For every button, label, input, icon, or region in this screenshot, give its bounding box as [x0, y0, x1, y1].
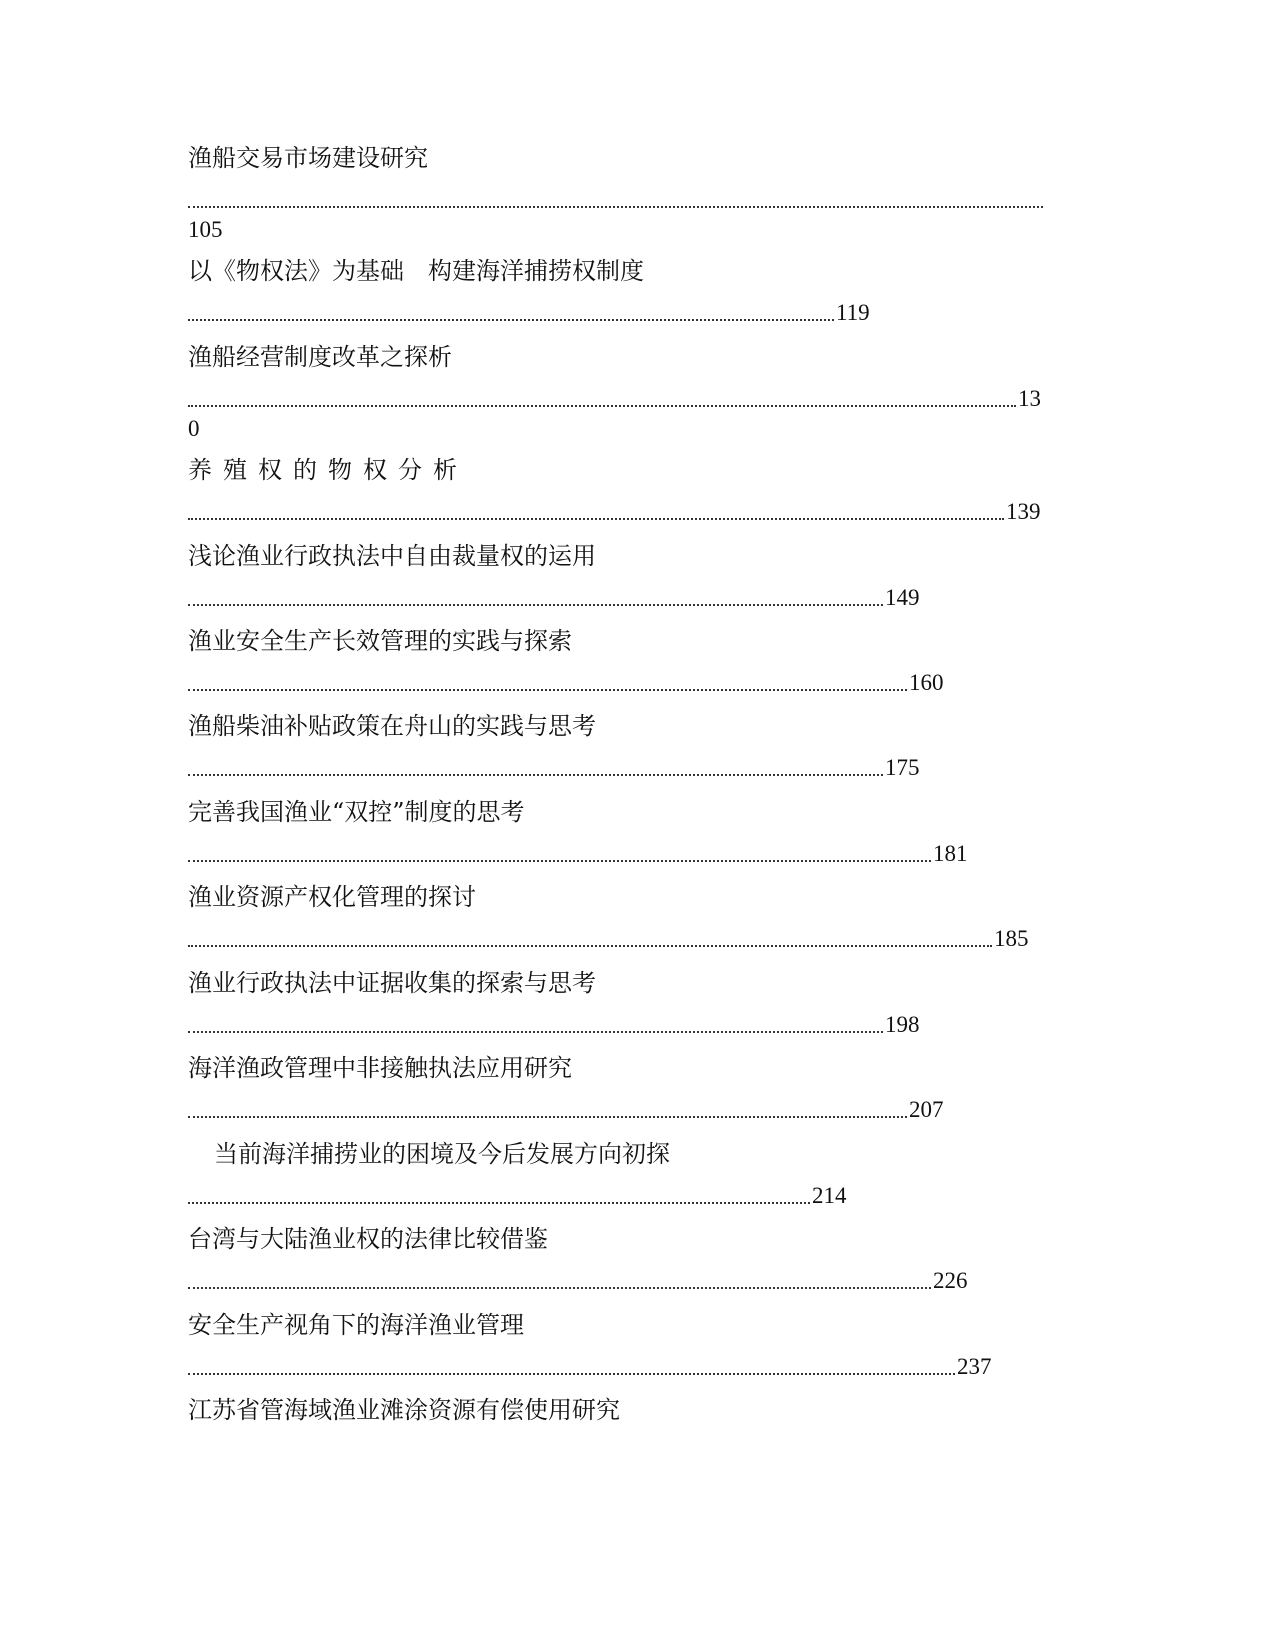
leader-dots [188, 842, 931, 862]
dot-leader [188, 841, 968, 867]
dot-leader [188, 585, 920, 611]
leader-dots [188, 586, 883, 606]
toc-entry-page: 181 [933, 841, 968, 866]
toc-entry-page: 139 [1006, 499, 1041, 524]
dot-leader [188, 499, 1041, 525]
dot-leader [188, 926, 1029, 952]
dot-leader [188, 1012, 920, 1038]
toc-entry-page: 119 [836, 300, 870, 325]
toc-entry-page: 207 [909, 1097, 944, 1122]
dot-leader [188, 187, 1043, 213]
leader-dots [188, 301, 834, 321]
toc-entry-page: 226 [933, 1268, 968, 1293]
dot-leader [188, 300, 870, 326]
toc-entry-page: 198 [885, 1012, 920, 1037]
toc-entry-title: 渔业行政执法中证据收集的探索与思考 [188, 969, 596, 997]
dot-leader [188, 1183, 847, 1209]
leader-dots [188, 188, 1043, 208]
toc-entry-title: 养殖权的物权分析 [188, 456, 468, 484]
toc-entry-title: 完善我国渔业“双控”制度的思考 [188, 798, 525, 826]
leader-dots [188, 1184, 810, 1204]
toc-entry-title: 安全生产视角下的海洋渔业管理 [188, 1311, 524, 1339]
dot-leader [188, 755, 920, 781]
toc-entry-title: 渔业资源产权化管理的探讨 [188, 883, 476, 911]
dot-leader [188, 670, 944, 696]
toc-entry-title: 江苏省管海域渔业滩涂资源有偿使用研究 [188, 1396, 620, 1424]
toc-entry-page: 237 [957, 1354, 992, 1379]
toc-entry-title: 以《物权法》为基础 构建海洋捕捞权制度 [188, 257, 644, 285]
toc-entry-title: 渔船柴油补贴政策在舟山的实践与思考 [188, 712, 596, 740]
toc-entry-page: 185 [994, 926, 1029, 951]
leader-dots [188, 1013, 883, 1033]
toc-entry-title: 当前海洋捕捞业的困境及今后发展方向初探 [214, 1140, 670, 1168]
leader-dots [188, 671, 907, 691]
leader-dots [188, 387, 1016, 407]
dot-leader [188, 1354, 992, 1380]
dot-leader [188, 386, 1041, 412]
leader-dots [188, 1269, 931, 1289]
leader-dots [188, 756, 883, 776]
toc-entry-title: 渔业安全生产长效管理的实践与探索 [188, 627, 572, 655]
toc-entry-title: 渔船经营制度改革之探析 [188, 343, 452, 371]
dot-leader [188, 1268, 968, 1294]
toc-entry-page: 149 [885, 585, 920, 610]
leader-dots [188, 927, 992, 947]
leader-dots [188, 1098, 907, 1118]
toc-entry-title: 渔船交易市场建设研究 [188, 144, 428, 172]
leader-dots [188, 500, 1004, 520]
toc-entry-title: 海洋渔政管理中非接触执法应用研究 [188, 1054, 572, 1082]
toc-entry-title: 台湾与大陆渔业权的法律比较借鉴 [188, 1225, 548, 1253]
toc-entry-page: 175 [885, 755, 920, 780]
toc-entry-title: 浅论渔业行政执法中自由裁量权的运用 [188, 542, 596, 570]
toc-entry-page: 13 [1018, 386, 1041, 411]
toc-entry-page-continued: 0 [188, 416, 200, 441]
toc-entry-page: 160 [909, 670, 944, 695]
toc-entry-page: 214 [812, 1183, 847, 1208]
toc-entry-page: 105 [188, 217, 223, 242]
leader-dots [188, 1355, 955, 1375]
dot-leader [188, 1097, 944, 1123]
